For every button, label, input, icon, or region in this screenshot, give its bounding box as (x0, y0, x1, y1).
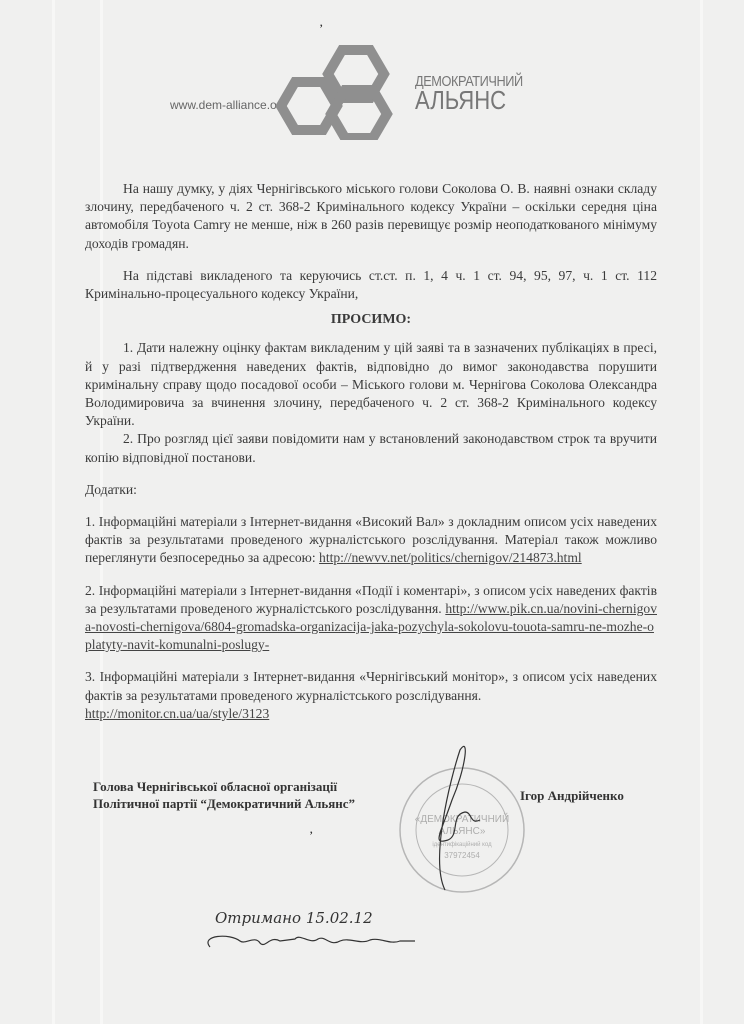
handwritten-receipt-icon (200, 905, 450, 965)
stamp-id-label: ідентифікаційний код (432, 842, 492, 848)
stamp-center-line1: «ДЕМОКРАТИЧНИЙ (414, 814, 510, 825)
scan-artifact (52, 0, 55, 1024)
page-mark: , (320, 18, 323, 29)
attachment-text: 2. Інформаційні матеріали з Інтернет-видання «Події і коментарі», з описом усіх наведених фактів за результатами проведеного журналістського розслідування. (85, 582, 657, 616)
stamp-code: 37972454 (444, 851, 480, 860)
attachment-item-2 (85, 582, 657, 655)
receipt-note: Отримано 15.02.12 (215, 909, 373, 927)
signatory-position (93, 778, 355, 812)
attachment-link[interactable]: http://newvv.net/politics/chernigov/214873.html (319, 550, 582, 566)
hexagon-logo-icon (270, 40, 420, 140)
position-line-2: Політичної партії “Демократичний Альянс” (93, 796, 356, 811)
letter-body (85, 180, 657, 723)
attachment-text: 1. Інформаційні матеріали з Інтернет-видання «Високий Вал» з докладним описом усіх наведених фактів за результатами проведеного журналістського розслідування. Матеріал також можливо переглянути безпосередньо за адресою: (85, 514, 657, 566)
brand-name-line2: АЛЬЯНС (415, 85, 507, 115)
attachments-label: Додатки: (85, 481, 137, 497)
request-item-1: 1. Дати належну оцінку фактам викладеним у цій заяві та в зазначених публікаціях в пресі, й у разі підтвердження наведених фактів, відповідно до вимог законодавства порушити кримінальну справу щодо посадової особи – Міського голови м. Чернігова Соколова Олександра Володимировича за вчинення злочину, передбаченого ч. 2 ст. 368-2 Кримінального кодексу України. (85, 340, 657, 429)
page-mark: , (310, 825, 313, 836)
brand-name-line1: ДЕМОКРАТИЧНИЙ (415, 73, 523, 90)
attachment-text: 3. Інформаційні матеріали з Інтернет-видання «Чернігівський монітор», з описом усіх наведених фактів за результатами проведеного журналістського розслідування. (85, 669, 657, 703)
official-stamp-icon (390, 740, 530, 900)
request-title: ПРОСИМО: (330, 312, 412, 328)
paragraph-opinion: На нашу думку, у діях Чернігівського міського голови Соколова О. В. наявні ознаки складу злочину, передбаченого ч. 2 ст. 368-2 Кримінального кодексу України – оскільки середня ціна автомобіля Toyota Camry не менше, ніж в 260 разів перевищує розмір неоподаткованого мінімуму доходів громадян. (85, 181, 657, 251)
request-item-2: 2. Про розгляд цієї заяви повідомити нам у встановлений законодавством строк та вручити копію відповідної постанови. (85, 431, 657, 465)
letterhead (170, 40, 570, 140)
stamp-center-line2: АЛЬЯНС» (438, 826, 486, 837)
scan-artifact (700, 0, 703, 1024)
paragraph-legal-basis: На підставі викладеного та керуючись ст.ст. п. 1, 4 ч. 1 ст. 94, 95, 97, ч. 1 ст. 112 Кримінально-процесуального кодексу України, (85, 267, 657, 302)
position-line-1: Голова Чернігівської обласної організації (93, 779, 338, 794)
attachment-item-3 (85, 668, 657, 723)
attachment-link[interactable]: http://www.pik.cn.ua/novini-chernigova-novosti-chernigova/6804-gromadska-organizacija-jaka-pozychyla-sokolovu-touota-samru-ne-mozhe-oplatyty-navit-komunalni-poslugy- (85, 600, 657, 653)
signatory-name: Ігор Андрійченко (520, 788, 624, 803)
attachment-item-1 (85, 513, 657, 568)
attachment-link[interactable]: http://monitor.cn.ua/ua/style/3123 (85, 705, 270, 721)
receipt-signature-icon (208, 936, 415, 947)
website-text: www.dem-alliance.org (170, 98, 288, 112)
